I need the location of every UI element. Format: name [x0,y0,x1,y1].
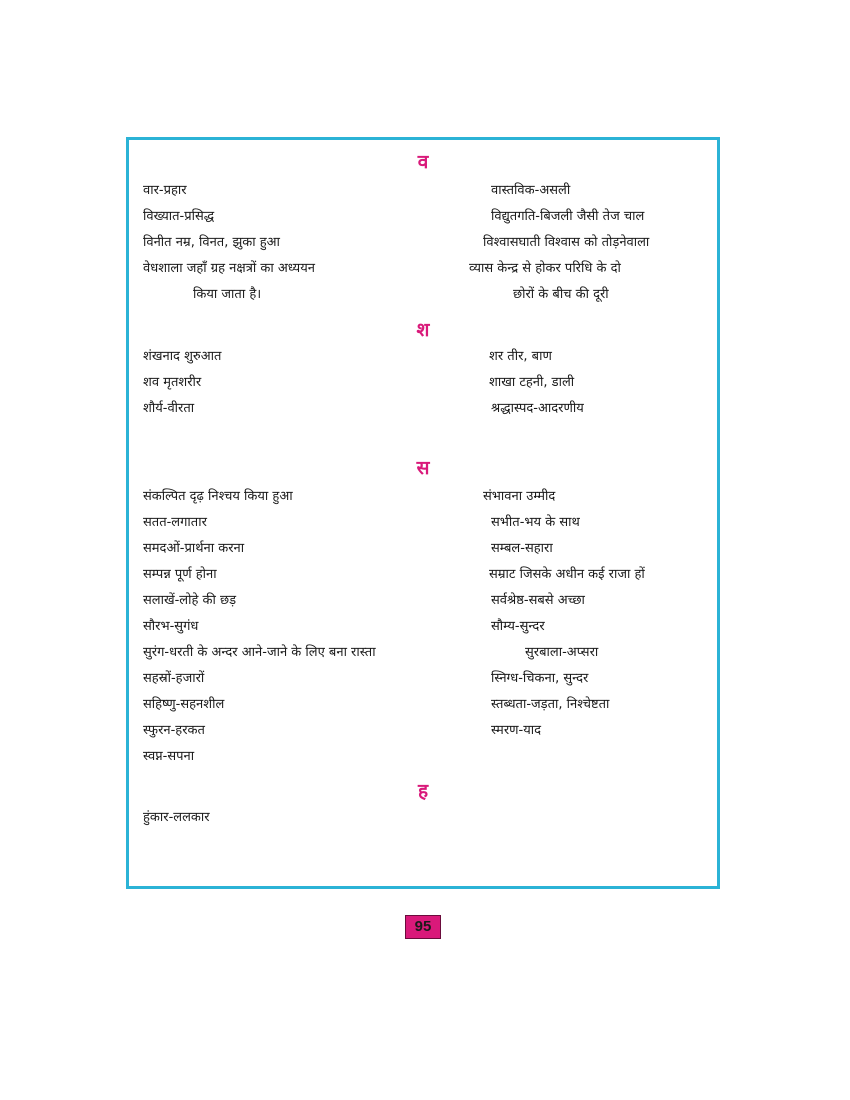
glossary-entry: विश्वासघाती विश्वास को तोड़नेवाला [483,235,650,250]
glossary-entry: स्वप्न-सपना [143,749,195,764]
glossary-entry: स्तब्धता-जड़ता, निश्चेष्टता [491,697,610,712]
glossary-entry: सम्राट जिसके अधीन कई राजा हों [489,567,645,582]
glossary-entry: व्यास केन्द्र से होकर परिधि के दो [469,261,621,276]
glossary-entry: संकल्पित दृढ़ निश्चय किया हुआ [143,489,293,504]
glossary-entry: हुंकार-ललकार [143,810,210,825]
glossary-entry: सौम्य-सुन्दर [491,619,545,634]
glossary-entry: वेधशाला जहाँ ग्रह नक्षत्रों का अध्ययन [143,261,315,276]
glossary-entry: सलाखें-लोहे की छड़ [143,593,237,608]
page-number: 95 [405,915,441,939]
glossary-entry: सुरबाला-अप्सरा [525,645,599,660]
glossary-entry: शंखनाद शुरुआत [143,349,222,364]
glossary-entry: वास्तविक-असली [491,183,571,198]
glossary-entry: समदओं-प्रार्थना करना [143,541,245,556]
glossary-entry: स्फुरन-हरकत [143,723,205,738]
glossary-entry: सभीत-भय के साथ [491,515,580,530]
glossary-entry: सहस्रों-हजारों [143,671,205,686]
glossary-entry: वार-प्रहार [143,183,187,198]
section-heading-ha: ह [417,780,429,802]
glossary-entry: सम्बल-सहारा [491,541,553,556]
glossary-entry: सतत-लगातार [143,515,207,530]
glossary-entry-continuation: किया जाता है। [193,287,262,302]
glossary-entry: विद्युतगति-बिजली जैसी तेज चाल [491,209,645,224]
glossary-entry: संभावना उम्मीद [483,489,556,504]
glossary-entry: शौर्य-वीरता [143,401,195,416]
glossary-entry: शर तीर, बाण [489,349,552,364]
glossary-entry: विख्यात-प्रसिद्ध [143,209,215,224]
glossary-entry: स्मरण-याद [491,723,542,738]
glossary-entry: शव मृतशरीर [143,375,202,390]
glossary-entry: सुरंग-धरती के अन्दर आने-जाने के लिए बना रास्ता [143,645,376,660]
glossary-entry-continuation: छोरों के बीच की दूरी [513,287,609,302]
glossary-entry: शाखा टहनी, डाली [489,375,575,390]
glossary-entry: सौरभ-सुगंध [143,619,199,634]
glossary-entry: सम्पन्न पूर्ण होना [143,567,217,582]
section-heading-sa: स [416,457,430,479]
section-heading-va: व [417,151,429,173]
glossary-entry: स्निग्ध-चिकना, सुन्दर [491,671,589,686]
glossary-entry: श्रद्धास्पद-आदरणीय [491,401,584,416]
glossary-box [126,137,720,889]
glossary-entry: सर्वश्रेष्ठ-सबसे अच्छा [491,593,585,608]
glossary-entry: सहिष्णु-सहनशील [143,697,225,712]
section-heading-sha: श [416,319,430,341]
glossary-entry: विनीत नम्र, विनत, झुका हुआ [143,235,280,250]
